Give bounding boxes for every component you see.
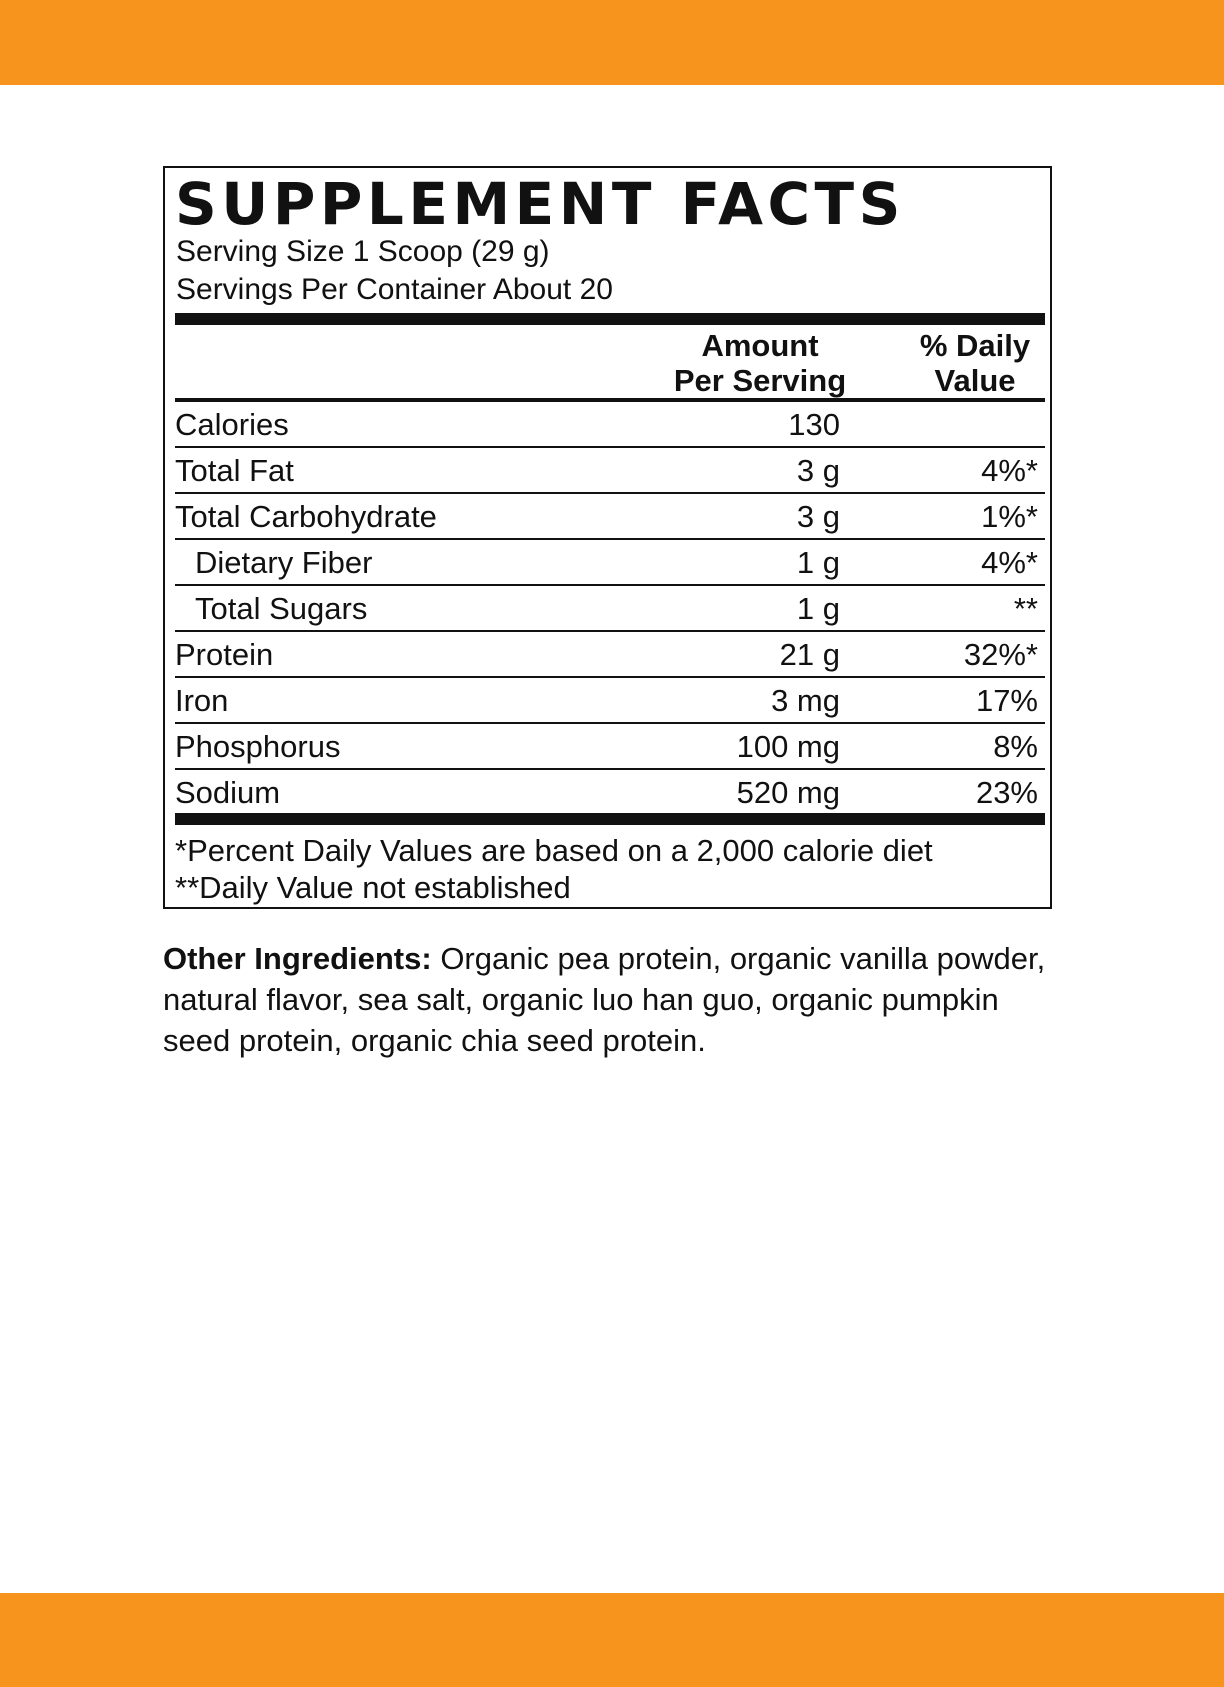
daily-value-header-line1: % Daily xyxy=(919,328,1031,363)
table-row xyxy=(175,678,1045,724)
nutrient-amount: 130 xyxy=(788,407,840,442)
other-ingredients-text: Organic pea protein, organic vanilla powder, natural flavor, sea salt, organic luo han guo, organic pumpkin seed protein, organic chia seed protein. xyxy=(163,941,1046,1058)
nutrient-amount: 100 mg xyxy=(736,729,840,764)
nutrient-amount: 3 g xyxy=(796,499,840,534)
other-ingredients-label: Other Ingredients: xyxy=(163,941,432,976)
supplement-facts-panel xyxy=(163,166,1052,909)
bottom-orange-band xyxy=(0,1593,1224,1687)
nutrient-name: Phosphorus xyxy=(175,729,341,764)
amount-per-serving-header xyxy=(655,328,865,398)
nutrient-name: Protein xyxy=(175,637,274,672)
nutrient-name: Total Sugars xyxy=(195,591,368,626)
daily-value-header xyxy=(905,328,1045,398)
nutrient-name: Total Carbohydrate xyxy=(175,499,437,534)
nutrient-daily-value: 8% xyxy=(993,729,1038,764)
servings-per-container: Servings Per Container About 20 xyxy=(176,273,613,306)
footnote-daily-values: *Percent Daily Values are based on a 2,000 calorie diet xyxy=(175,833,933,868)
nutrient-daily-value: 17% xyxy=(975,683,1038,718)
table-row xyxy=(175,540,1045,586)
nutrient-amount: 21 g xyxy=(779,637,840,672)
nutrient-name: Total Fat xyxy=(175,453,294,488)
thick-divider-top xyxy=(175,313,1045,325)
nutrient-amount: 3 g xyxy=(796,453,840,488)
nutrient-daily-value: ** xyxy=(1013,591,1038,626)
table-row xyxy=(175,448,1045,494)
other-ingredients xyxy=(163,938,1063,1061)
nutrient-name: Calories xyxy=(175,407,289,442)
panel-title: SUPPLEMENT FACTS xyxy=(175,170,905,238)
top-orange-band xyxy=(0,0,1224,85)
serving-size: Serving Size 1 Scoop (29 g) xyxy=(176,235,550,268)
nutrient-daily-value: 32%* xyxy=(963,637,1038,672)
daily-value-header-line2: Value xyxy=(934,363,1016,398)
nutrient-daily-value: 4%* xyxy=(981,545,1038,580)
footnote-not-established: **Daily Value not established xyxy=(175,870,571,905)
nutrient-daily-value: 23% xyxy=(975,775,1038,810)
amount-header-line1: Amount xyxy=(701,328,819,363)
nutrient-amount: 3 mg xyxy=(771,683,840,718)
table-row xyxy=(175,724,1045,770)
table-row xyxy=(175,770,1045,814)
nutrient-name: Iron xyxy=(175,683,229,718)
nutrient-name: Dietary Fiber xyxy=(195,545,373,580)
amount-header-line2: Per Serving xyxy=(673,363,847,398)
nutrient-name: Sodium xyxy=(175,775,281,810)
nutrient-amount: 1 g xyxy=(796,545,840,580)
nutrient-amount: 520 mg xyxy=(736,775,840,810)
thick-divider-bottom xyxy=(175,813,1045,825)
nutrient-amount: 1 g xyxy=(796,591,840,626)
table-row xyxy=(175,494,1045,540)
table-row xyxy=(175,632,1045,678)
table-row xyxy=(175,586,1045,632)
nutrient-table xyxy=(165,402,1050,814)
nutrient-daily-value: 4%* xyxy=(981,453,1038,488)
table-row xyxy=(175,402,1045,448)
nutrient-daily-value: 1%* xyxy=(981,499,1038,534)
